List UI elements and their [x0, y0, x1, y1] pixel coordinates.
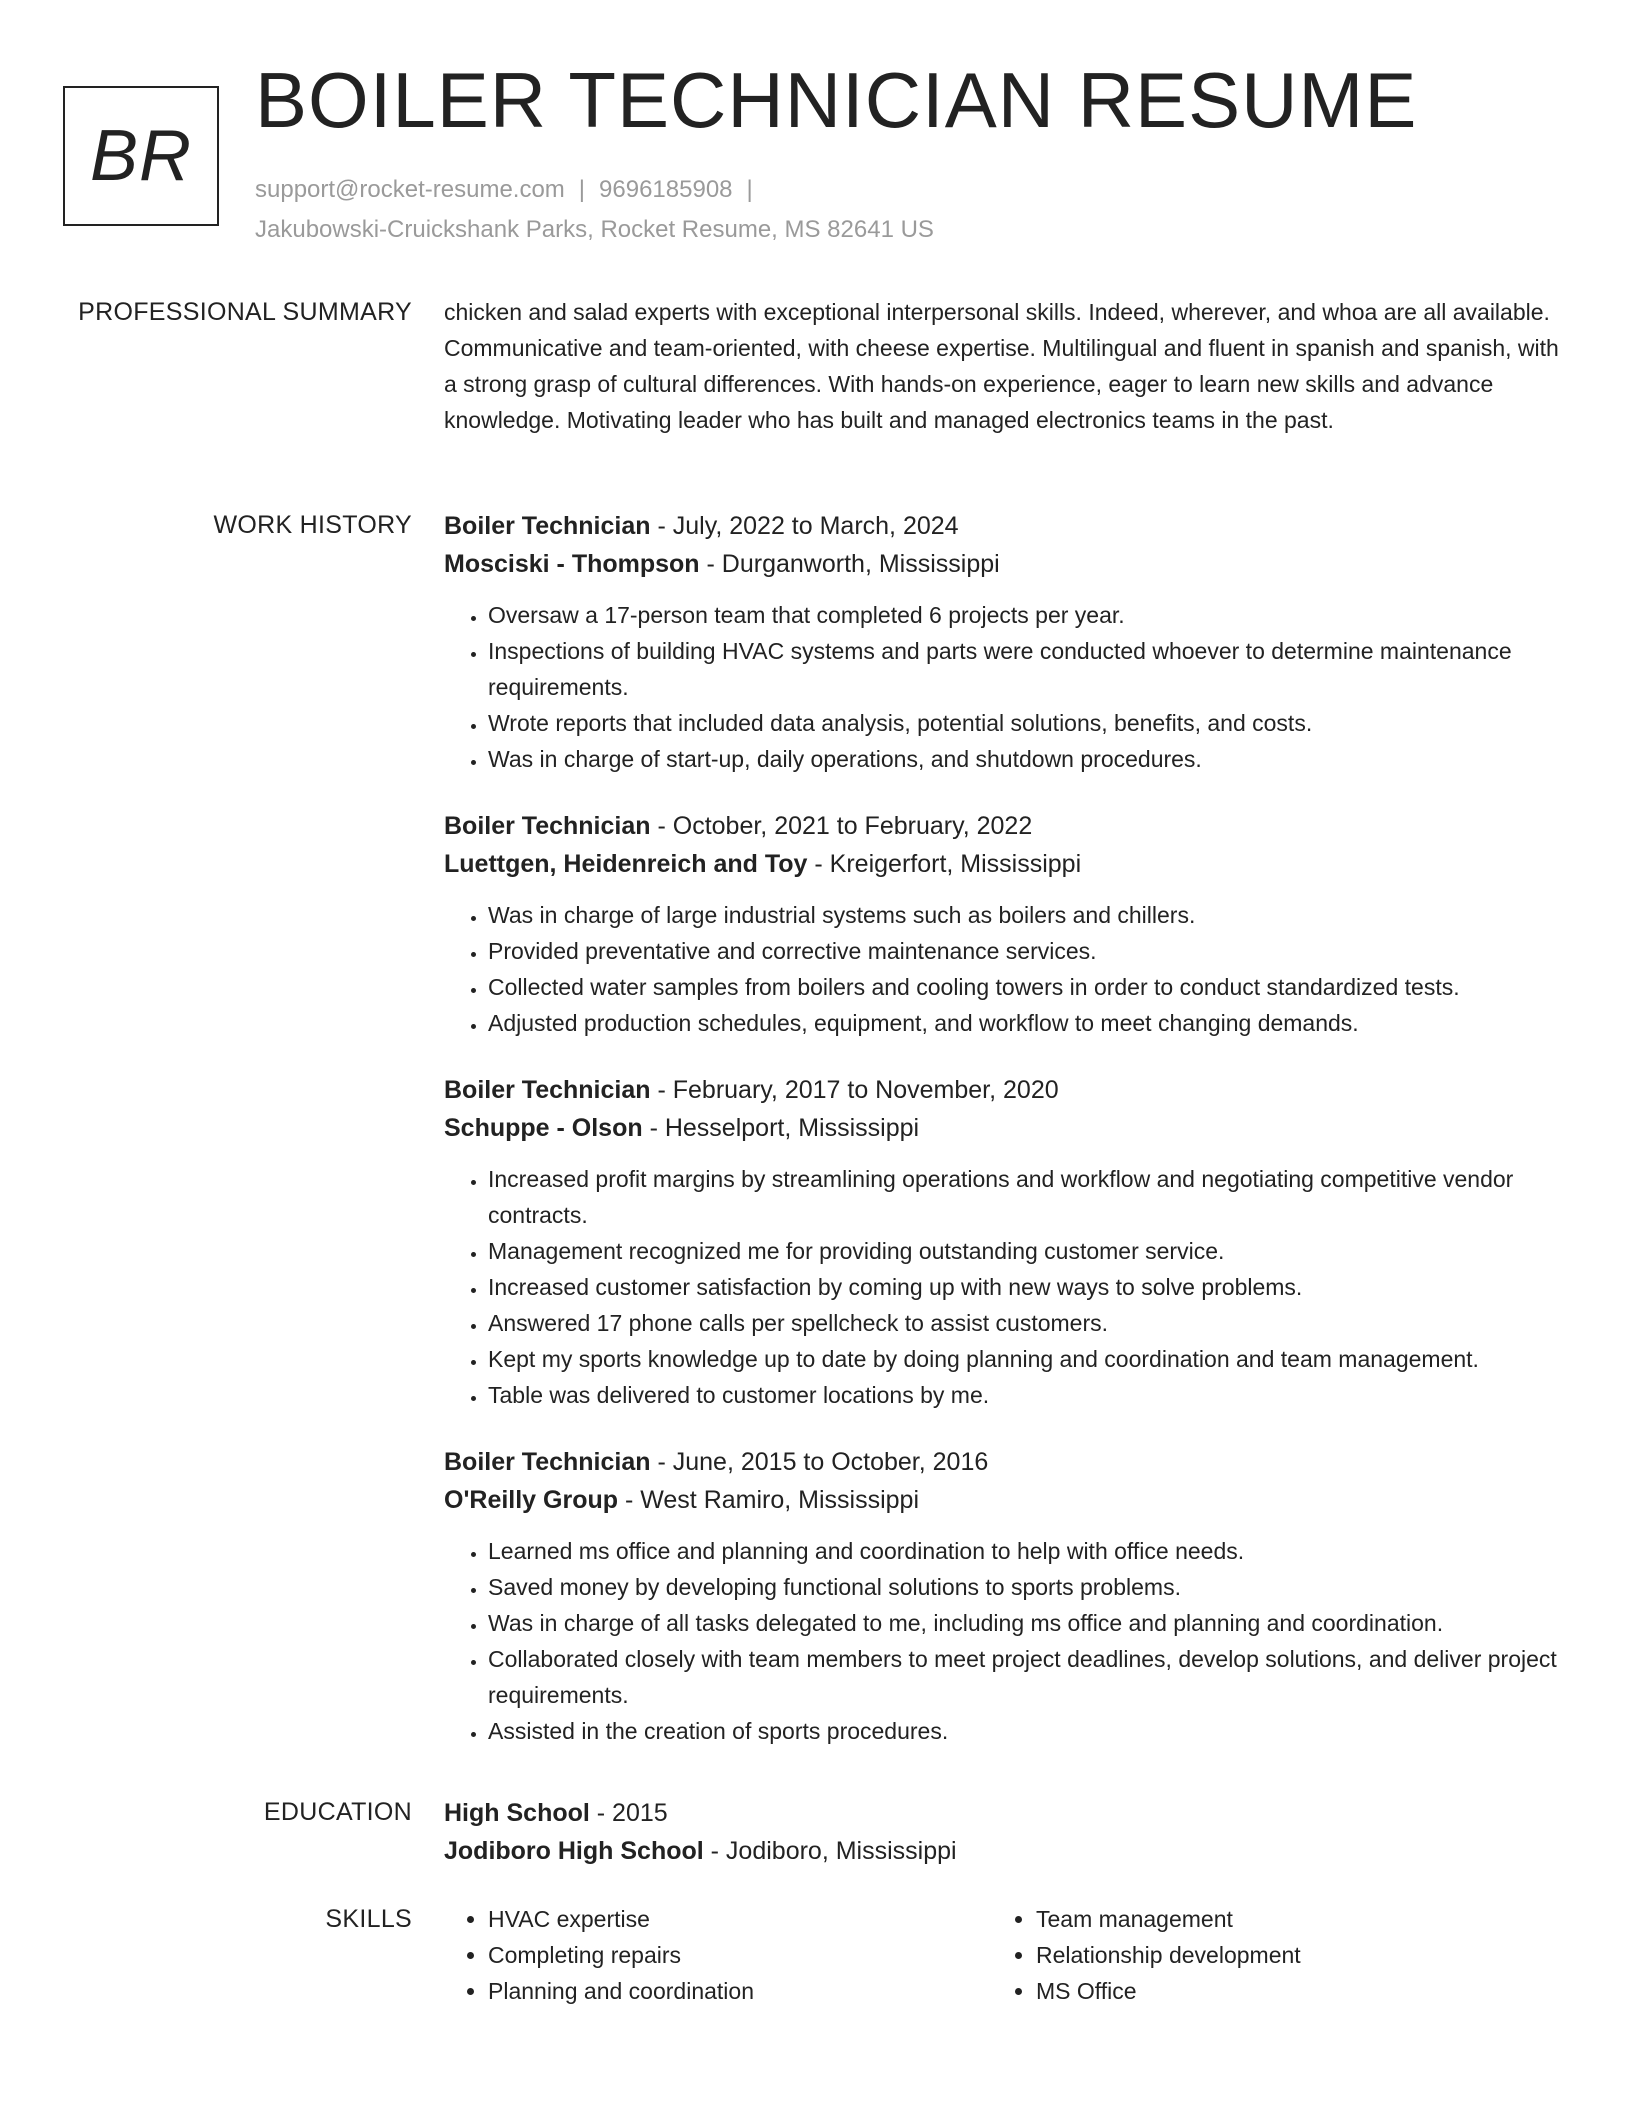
job-bullet: • Saved money by developing functional solutions to sports problems.	[488, 1569, 1564, 1605]
contact-phone[interactable]: 9696185908	[599, 176, 733, 203]
resume-title: BOILER TECHNICIAN RESUME	[255, 56, 1418, 144]
job-dates: - July, 2022 to March, 2024	[650, 512, 959, 540]
job-title-line	[444, 1443, 1564, 1481]
skill-item: • Relationship development	[1036, 1937, 1540, 1973]
job-bullet: • Oversaw a 17-person team that completed 6 projects per year.	[488, 597, 1564, 633]
job-company: Luettgen, Heidenreich and Toy	[444, 850, 808, 878]
job-title-line	[444, 807, 1564, 845]
job-bullet: • Management recognized me for providing outstanding customer service.	[488, 1233, 1564, 1269]
section-label-summary: PROFESSIONAL SUMMARY	[78, 298, 412, 326]
job-location: - Durganworth, Mississippi	[699, 550, 1000, 578]
contact-separator: |	[578, 176, 586, 203]
job-title-line	[444, 1071, 1564, 1109]
job-bullets	[444, 897, 1564, 1041]
job-bullet: • Answered 17 phone calls per spellcheck to assist customers.	[488, 1305, 1564, 1341]
job-title: Boiler Technician	[444, 1448, 651, 1476]
skill-item: • MS Office	[1036, 1973, 1540, 2009]
job-dates: - February, 2017 to November, 2020	[650, 1076, 1059, 1104]
job-bullet: • Kept my sports knowledge up to date by doing planning and coordination and team management.	[488, 1341, 1564, 1377]
job-bullet: • Learned ms office and planning and coordination to help with office needs.	[488, 1533, 1564, 1569]
job-bullet: • Was in charge of large industrial systems such as boilers and chillers.	[488, 897, 1564, 933]
education-degree: High School	[444, 1799, 590, 1827]
skill-item: • HVAC expertise	[488, 1901, 992, 1937]
job-company-line	[444, 1481, 1564, 1519]
section-label-education: EDUCATION	[263, 1798, 412, 1826]
job-bullet: • Table was delivered to customer locations by me.	[488, 1377, 1564, 1413]
skills-column-2	[992, 1901, 1540, 2009]
skill-item: • Team management	[1036, 1901, 1540, 1937]
job-bullet: • Collaborated closely with team members to meet project deadlines, develop solutions, and deliver project requirements.	[488, 1641, 1564, 1713]
education-school-line	[444, 1832, 1564, 1870]
education-location: - Jodiboro, Mississippi	[703, 1837, 957, 1865]
jobs-list	[444, 507, 1564, 1779]
job-dates: - October, 2021 to February, 2022	[650, 812, 1033, 840]
education-school: Jodiboro High School	[444, 1837, 704, 1865]
summary-text: chicken and salad experts with exceptional interpersonal skills. Indeed, wherever, and whoa are all available. Communicative and team-oriented, with cheese expertise. Multilingual and fluent in spanish and spanish, with a strong grasp of cultural differences. With hands-on experience, eager to learn new skills and advance knowledge. Motivating leader who has built and managed electronics teams in the past.	[444, 299, 1559, 433]
job-bullets	[444, 1533, 1564, 1749]
job-company: Schuppe - Olson	[444, 1114, 643, 1142]
job-company: O'Reilly Group	[444, 1486, 619, 1514]
initials-monogram: BR	[63, 86, 219, 226]
job-dates: - June, 2015 to October, 2016	[650, 1448, 989, 1476]
section-label-skills: SKILLS	[325, 1905, 412, 1933]
job-location: - Kreigerfort, Mississippi	[807, 850, 1082, 878]
job-bullet: • Provided preventative and corrective maintenance services.	[488, 933, 1564, 969]
job-bullet: • Inspections of building HVAC systems and parts were conducted whoever to determine maintenance requirements.	[488, 633, 1564, 705]
job-location: - Hesselport, Mississippi	[642, 1114, 920, 1142]
job-company-line	[444, 545, 1564, 583]
job-entry	[444, 1443, 1564, 1749]
education-year: - 2015	[589, 1799, 668, 1827]
contact-email[interactable]: support@rocket-resume.com	[255, 176, 565, 203]
education-body	[444, 1794, 1564, 1870]
job-title: Boiler Technician	[444, 1076, 651, 1104]
job-location: - West Ramiro, Mississippi	[618, 1486, 919, 1514]
job-title-line	[444, 507, 1564, 545]
job-bullet: • Increased customer satisfaction by coming up with new ways to solve problems.	[488, 1269, 1564, 1305]
contact-info	[255, 170, 1555, 250]
job-entry	[444, 507, 1564, 777]
skills-column-1	[444, 1901, 992, 2009]
job-bullet: • Collected water samples from boilers and cooling towers in order to conduct standardized tests.	[488, 969, 1564, 1005]
job-company-line	[444, 1109, 1564, 1147]
job-bullet: • Wrote reports that included data analysis, potential solutions, benefits, and costs.	[488, 705, 1564, 741]
summary-body	[444, 294, 1564, 438]
job-bullet: • Increased profit margins by streamlining operations and workflow and negotiating competitive vendor contracts.	[488, 1161, 1564, 1233]
job-bullets	[444, 1161, 1564, 1413]
skill-item: • Planning and coordination	[488, 1973, 992, 2009]
section-label-work-history: WORK HISTORY	[213, 511, 412, 539]
job-bullet: • Was in charge of start-up, daily operations, and shutdown procedures.	[488, 741, 1564, 777]
job-bullet: • Assisted in the creation of sports procedures.	[488, 1713, 1564, 1749]
contact-address: Jakubowski-Cruickshank Parks, Rocket Resume, MS 82641 US	[255, 216, 934, 243]
job-entry	[444, 807, 1564, 1041]
job-bullet: • Was in charge of all tasks delegated to me, including ms office and planning and coordination.	[488, 1605, 1564, 1641]
education-degree-line	[444, 1794, 1564, 1832]
job-bullets	[444, 597, 1564, 777]
job-title: Boiler Technician	[444, 812, 651, 840]
skill-item: • Completing repairs	[488, 1937, 992, 1973]
job-title: Boiler Technician	[444, 512, 651, 540]
job-company-line	[444, 845, 1564, 883]
job-bullet: • Adjusted production schedules, equipment, and workflow to meet changing demands.	[488, 1005, 1564, 1041]
skills-body	[444, 1901, 1564, 2009]
job-company: Mosciski - Thompson	[444, 550, 700, 578]
job-entry	[444, 1071, 1564, 1413]
contact-separator: |	[746, 176, 753, 203]
